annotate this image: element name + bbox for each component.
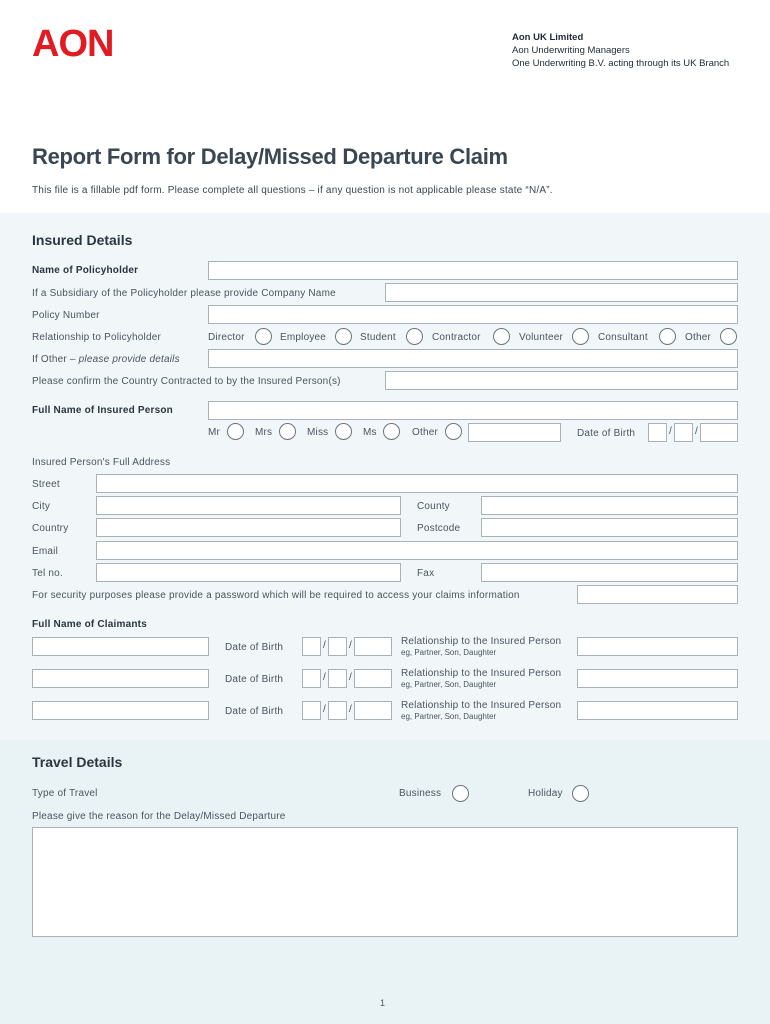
claimant-name-field[interactable] bbox=[32, 637, 209, 656]
consultant-radio[interactable] bbox=[659, 328, 676, 345]
claimant-relationship-label: Relationship to the Insured Person bbox=[401, 636, 562, 647]
insured-dob-day[interactable] bbox=[648, 423, 667, 442]
city-label: City bbox=[32, 501, 51, 512]
claimant-dob-year[interactable] bbox=[354, 669, 392, 688]
claimant-relationship-label: Relationship to the Insured Person bbox=[401, 700, 562, 711]
tel-label: Tel no. bbox=[32, 568, 63, 579]
if-other-italic: please provide details bbox=[78, 354, 180, 365]
dob-slash: / bbox=[669, 426, 672, 437]
miss-radio[interactable] bbox=[335, 423, 352, 440]
title-ms-label: Ms bbox=[363, 427, 377, 438]
claimant-name-field[interactable] bbox=[32, 701, 209, 720]
option-contractor-label: Contractor bbox=[432, 332, 481, 343]
email-label: Email bbox=[32, 546, 59, 557]
mrs-radio[interactable] bbox=[279, 423, 296, 440]
claimant-dob-month[interactable] bbox=[328, 637, 347, 656]
company-details bbox=[512, 31, 729, 70]
subsidiary-field[interactable] bbox=[385, 283, 738, 302]
employee-radio[interactable] bbox=[335, 328, 352, 345]
country-contracted-field[interactable] bbox=[385, 371, 738, 390]
country-label: Country bbox=[32, 523, 69, 534]
address-heading: Insured Person's Full Address bbox=[32, 457, 171, 468]
claimant-dob-day[interactable] bbox=[302, 637, 321, 656]
insured-dob-year[interactable] bbox=[700, 423, 738, 442]
fax-label: Fax bbox=[417, 568, 435, 579]
aon-logo: AON bbox=[32, 23, 114, 65]
option-director-label: Director bbox=[208, 332, 245, 343]
dob-slash: / bbox=[695, 426, 698, 437]
street-label: Street bbox=[32, 479, 60, 490]
claimants-heading: Full Name of Claimants bbox=[32, 619, 147, 630]
dob-slash: / bbox=[349, 640, 352, 651]
other-title-field[interactable] bbox=[468, 423, 561, 442]
claimant-dob-label: Date of Birth bbox=[225, 642, 284, 653]
if-other-label bbox=[32, 354, 180, 365]
full-name-field[interactable] bbox=[208, 401, 738, 420]
county-label: County bbox=[417, 501, 450, 512]
tel-field[interactable] bbox=[96, 563, 401, 582]
dob-slash: / bbox=[349, 704, 352, 715]
delay-reason-textarea[interactable] bbox=[32, 827, 738, 937]
type-of-travel-label: Type of Travel bbox=[32, 788, 98, 799]
claimant-relationship-field[interactable] bbox=[577, 669, 738, 688]
claimant-relationship-field[interactable] bbox=[577, 637, 738, 656]
postcode-label: Postcode bbox=[417, 523, 461, 534]
form-intro: This file is a fillable pdf form. Please complete all questions – if any question is not applicable please state “N/A”. bbox=[32, 185, 553, 196]
claimant-dob-label: Date of Birth bbox=[225, 706, 284, 717]
title-mrs-label: Mrs bbox=[255, 427, 273, 438]
postcode-field[interactable] bbox=[481, 518, 738, 537]
company-line-2: Aon Underwriting Managers bbox=[512, 45, 630, 56]
policyholder-field[interactable] bbox=[208, 261, 738, 280]
claimant-dob-label: Date of Birth bbox=[225, 674, 284, 685]
country-field[interactable] bbox=[96, 518, 401, 537]
director-radio[interactable] bbox=[255, 328, 272, 345]
title-other-label: Other bbox=[412, 427, 439, 438]
relationship-label: Relationship to Policyholder bbox=[32, 332, 162, 343]
fax-field[interactable] bbox=[481, 563, 738, 582]
option-employee-label: Employee bbox=[280, 332, 327, 343]
other-title-radio[interactable] bbox=[445, 423, 462, 440]
claimant-dob-year[interactable] bbox=[354, 637, 392, 656]
option-consultant-label: Consultant bbox=[598, 332, 648, 343]
security-password-label: For security purposes please provide a password which will be required to access your claims information bbox=[32, 590, 520, 601]
form-title: Report Form for Delay/Missed Departure Claim bbox=[32, 144, 508, 169]
company-name: Aon UK Limited bbox=[512, 32, 584, 43]
business-label: Business bbox=[399, 788, 442, 799]
street-field[interactable] bbox=[96, 474, 738, 493]
travel-details-heading: Travel Details bbox=[32, 754, 123, 770]
option-other-label: Other bbox=[685, 332, 712, 343]
other-relationship-radio[interactable] bbox=[720, 328, 737, 345]
insured-dob-label: Date of Birth bbox=[577, 428, 636, 439]
claimant-relationship-label: Relationship to the Insured Person bbox=[401, 668, 562, 679]
option-student-label: Student bbox=[360, 332, 396, 343]
claimant-dob-month[interactable] bbox=[328, 701, 347, 720]
insured-details-heading: Insured Details bbox=[32, 232, 133, 248]
claimant-dob-month[interactable] bbox=[328, 669, 347, 688]
county-field[interactable] bbox=[481, 496, 738, 515]
dob-slash: / bbox=[349, 672, 352, 683]
contractor-radio[interactable] bbox=[493, 328, 510, 345]
dob-slash: / bbox=[323, 704, 326, 715]
title-mr-label: Mr bbox=[208, 427, 221, 438]
if-other-prefix: If Other – bbox=[32, 354, 79, 365]
claimant-dob-year[interactable] bbox=[354, 701, 392, 720]
claimant-relationship-hint: eg, Partner, Son, Daughter bbox=[401, 680, 497, 689]
title-miss-label: Miss bbox=[307, 427, 329, 438]
holiday-radio[interactable] bbox=[572, 785, 589, 802]
claimant-relationship-hint: eg, Partner, Son, Daughter bbox=[401, 648, 497, 657]
city-field[interactable] bbox=[96, 496, 401, 515]
policy-number-field[interactable] bbox=[208, 305, 738, 324]
insured-dob-month[interactable] bbox=[674, 423, 693, 442]
claimant-relationship-hint: eg, Partner, Son, Daughter bbox=[401, 712, 497, 721]
holiday-label: Holiday bbox=[528, 788, 563, 799]
page-number: 1 bbox=[380, 998, 386, 1008]
subsidiary-label: If a Subsidiary of the Policyholder please provide Company Name bbox=[32, 288, 336, 299]
volunteer-radio[interactable] bbox=[572, 328, 589, 345]
security-password-field[interactable] bbox=[577, 585, 738, 604]
country-contracted-label: Please confirm the Country Contracted to by the Insured Person(s) bbox=[32, 376, 341, 387]
dob-slash: / bbox=[323, 672, 326, 683]
student-radio[interactable] bbox=[406, 328, 423, 345]
dob-slash: / bbox=[323, 640, 326, 651]
delay-reason-label: Please give the reason for the Delay/Missed Departure bbox=[32, 811, 286, 822]
mr-radio[interactable] bbox=[227, 423, 244, 440]
option-volunteer-label: Volunteer bbox=[519, 332, 564, 343]
policy-number-label: Policy Number bbox=[32, 310, 100, 321]
claimant-name-field[interactable] bbox=[32, 669, 209, 688]
email-field[interactable] bbox=[96, 541, 738, 560]
full-name-label: Full Name of Insured Person bbox=[32, 405, 173, 416]
claimant-relationship-field[interactable] bbox=[577, 701, 738, 720]
claimant-dob-day[interactable] bbox=[302, 701, 321, 720]
claimant-dob-day[interactable] bbox=[302, 669, 321, 688]
ms-radio[interactable] bbox=[383, 423, 400, 440]
policyholder-label: Name of Policyholder bbox=[32, 265, 139, 276]
if-other-field[interactable] bbox=[208, 349, 738, 368]
business-radio[interactable] bbox=[452, 785, 469, 802]
company-line-3: One Underwriting B.V. acting through its UK Branch bbox=[512, 58, 730, 69]
